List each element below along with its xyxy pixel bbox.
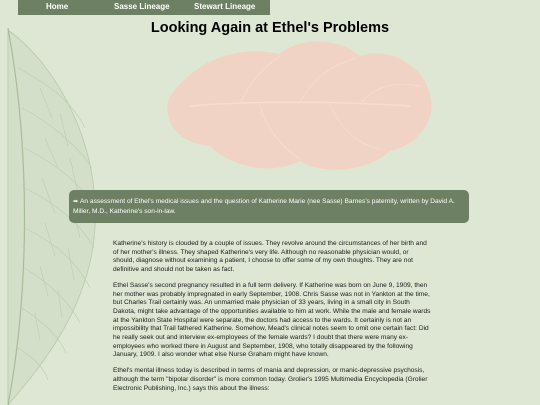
paragraph: Ethel's mental illness today is described in terms of mania and depression, or manic-depressive psychosis, although the term "bipolar disorder" is more common today. Grolier's 1995 Multimedia Encyclopedia (Grolier Electronic Publishing, Inc.) says this about the illness: — [113, 367, 428, 392]
nav-link-sasse-lineage[interactable]: Sasse Lineage — [114, 2, 170, 11]
paragraph: Katherine's history is clouded by a couple of issues. They revolve around the circumstances of her birth and of her mother's illness. They shaped Katherine's very life. Although no reasonable physician would, or should, diagnose without examining a patient, I choose to offer some of my own thoughts. They are not definitive and should not be taken as fact. — [113, 240, 427, 274]
article-summary-box — [69, 190, 469, 223]
article-body — [113, 240, 431, 400]
paragraph: Ethel Sasse's second pregnancy resulted in a full term delivery. If Katherine was born on June 9, 1909, then her mother was probably impregnated in early September, 1908. Chris Sasse was not in Yankton at the time, but Charles Trail certainly was. An unmarried male physician of 33 years, living in a small city in South Dakota, might take advantage of the opportunities available to him at work. While the male and female wards at the Yankton State Hospital were separate, the doctors had access to the wards. It certainly is not an impossibility that Trail fathered Katherine. Somehow, Mead's clinical notes seem to omit one certain fact: Did he really seek out and interview ex-employees of the female wards? I doubt that there were many ex-employees who worked there in August and September, 1908, who totally disappeared by the following January, 1909. I also wonder what else Nurse Graham might have known. — [113, 281, 431, 359]
summary-text: An assessment of Ethel's medical issues and the question of Katherine Marie (nee Sasse) Barnes's paternity, written by David A. Miller, M.D., Katherine's son-in-law. — [73, 198, 455, 215]
nav-link-home[interactable]: Home — [46, 2, 69, 11]
pink-leaf-decoration — [150, 26, 440, 176]
bullet-arrow-icon: ➡ — [73, 199, 79, 205]
page-title: Looking Again at Ethel's Problems — [150, 20, 390, 36]
nav-link-stewart-lineage[interactable]: Stewart Lineage — [194, 2, 256, 11]
top-nav-bar — [18, 0, 270, 15]
